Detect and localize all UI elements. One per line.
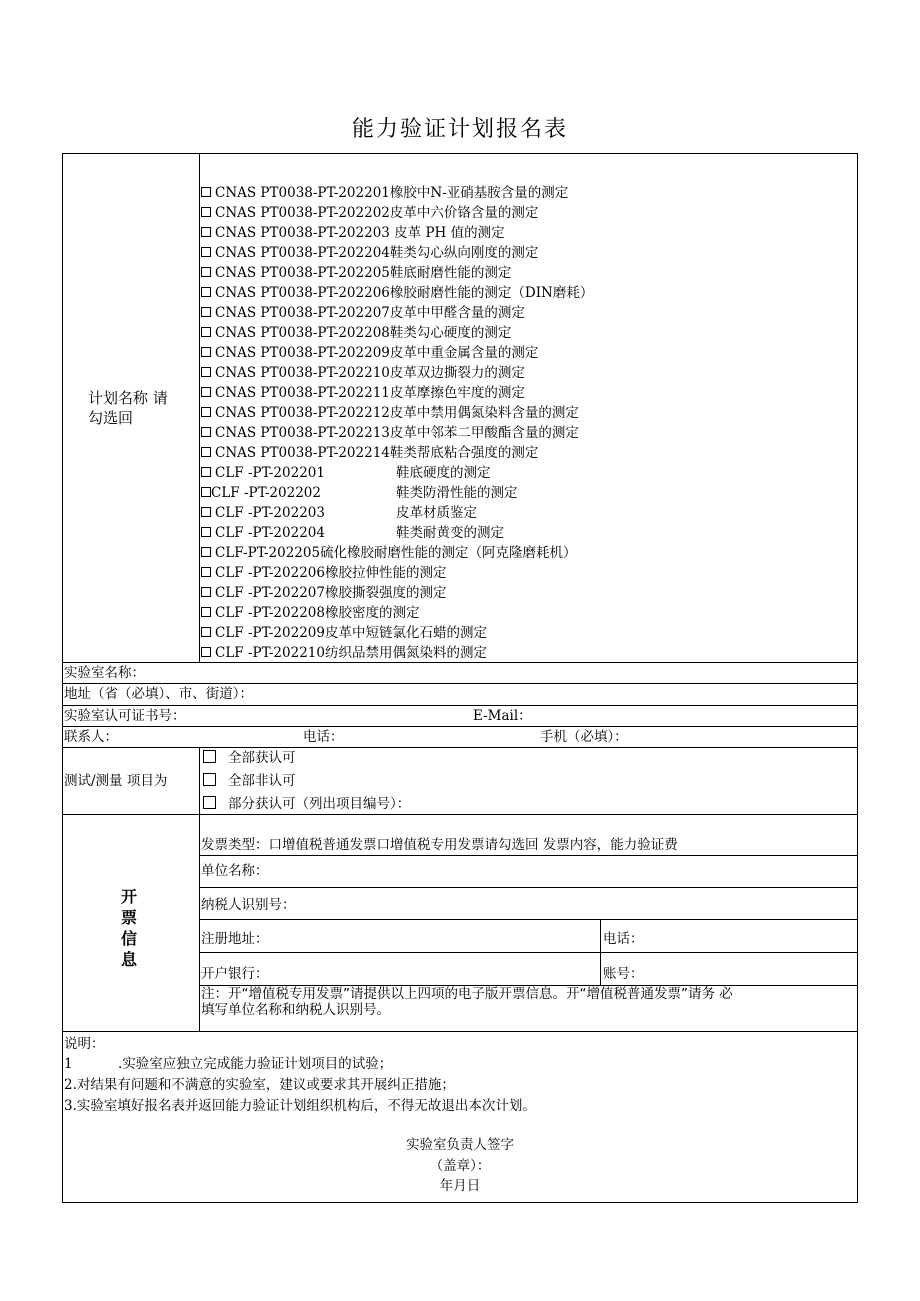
row-divider — [62, 747, 858, 748]
signature-line1: 实验室负责人签字 — [406, 1137, 514, 1153]
row-divider — [62, 705, 858, 706]
notes-line3: 3.实验室填好报名表并返回能力验证计划组织机构后，不得无故退出本次计划。 — [64, 1098, 536, 1114]
plan-item[interactable]: CNAS PT0038-PT-202202皮革中六价铬含量的测定 — [201, 203, 851, 223]
row-divider — [62, 726, 858, 727]
checkbox[interactable] — [201, 627, 211, 637]
checkbox[interactable] — [203, 796, 216, 809]
checkbox[interactable] — [201, 527, 211, 537]
invoice-note-line1: 注：开“增值税专用发票”请提供以上四项的电子版开票信息。开“增值税普通发票”请务 必 — [201, 986, 733, 1002]
test-divider — [199, 747, 200, 814]
checkbox[interactable] — [201, 247, 211, 257]
checkbox[interactable] — [201, 287, 211, 297]
checkbox[interactable] — [201, 407, 211, 417]
invoice-note-line2: 填写单位名称和纳税人识别号。 — [201, 1002, 390, 1018]
plan-item[interactable]: CLF -PT-202207橡胶撕裂强度的测定 — [201, 583, 851, 603]
address-label: 地址（省（必填）、市、街道）： — [64, 686, 253, 702]
plan-item[interactable]: CNAS PT0038-PT-202211皮革摩擦色牢度的测定 — [201, 383, 851, 403]
notes-heading: 说明： — [64, 1036, 105, 1052]
plan-item[interactable]: CNAS PT0038-PT-202206橡胶耐磨性能的测定（DIN磨耗） — [201, 283, 851, 303]
plan-item[interactable]: CLF -PT-202209皮革中短链氯化石蜡的测定 — [201, 623, 851, 643]
plan-label-line1: 计划名称 请 — [88, 389, 168, 407]
notes-line1-num: 1 — [64, 1056, 73, 1072]
plan-label-line2: 勾选回 — [88, 409, 134, 427]
checkbox[interactable] — [201, 487, 211, 497]
plan-item[interactable]: CNAS PT0038-PT-202207皮革中甲醛含量的测定 — [201, 303, 851, 323]
row-divider — [199, 887, 858, 888]
option-all-non-accredited[interactable]: 全部非认可 — [203, 773, 296, 789]
plan-list — [201, 183, 851, 663]
notes-line2: 2.对结果有问题和不满意的实验室，建议或要求其开展纠正措施； — [64, 1077, 455, 1093]
checkbox[interactable] — [201, 307, 211, 317]
checkbox[interactable] — [201, 387, 211, 397]
plan-item[interactable]: CLF -PT-202208橡胶密度的测定 — [201, 603, 851, 623]
checkbox[interactable] — [201, 447, 211, 457]
invoice-type[interactable]: 发票类型：口增值税普通发票口增值税专用发票请勾选回 发票内容，能力验证费 — [201, 837, 678, 853]
checkbox[interactable] — [201, 507, 211, 517]
email-label: E-Mail： — [473, 708, 532, 724]
signature-date: 年月日 — [439, 1178, 481, 1194]
plan-item[interactable]: CLF -PT-202202 鞋类防滑性能的测定 — [201, 483, 851, 503]
checkbox[interactable] — [201, 467, 211, 477]
notes-line1: .实验室应独立完成能力验证计划项目的试验； — [118, 1056, 393, 1072]
page-title: 能力验证计划报名表 — [351, 117, 568, 142]
signature-line2: （盖章）： — [429, 1158, 491, 1174]
bank-label: 开户银行： — [201, 966, 269, 982]
account-label: 账号： — [603, 966, 644, 982]
checkbox[interactable] — [203, 773, 216, 786]
checkbox[interactable] — [201, 607, 211, 617]
row-divider — [62, 814, 858, 815]
checkbox[interactable] — [201, 567, 211, 577]
plan-item[interactable]: CNAS PT0038-PT-202209皮革中重金属含量的测定 — [201, 343, 851, 363]
checkbox[interactable] — [203, 750, 216, 763]
plan-item[interactable]: CNAS PT0038-PT-202214鞋类帮底粘合强度的测定 — [201, 443, 851, 463]
invoice-divider — [199, 814, 200, 1031]
lab-name-label: 实验室名称： — [64, 665, 145, 681]
plan-item[interactable]: CLF -PT-202201 鞋底硬度的测定 — [201, 463, 851, 483]
plan-item[interactable]: CNAS PT0038-PT-202208鞋类勾心硬度的测定 — [201, 323, 851, 343]
cert-label: 实验室认可证书号： — [64, 708, 186, 724]
checkbox[interactable] — [201, 347, 211, 357]
plan-item[interactable]: CNAS PT0038-PT-202212皮革中禁用偶氮染料含量的测定 — [201, 403, 851, 423]
plan-item[interactable]: CLF -PT-202206橡胶拉伸性能的测定 — [201, 563, 851, 583]
checkbox[interactable] — [201, 267, 211, 277]
plan-item[interactable]: CNAS PT0038-PT-202213皮革中邻苯二甲酸酯含量的测定 — [201, 423, 851, 443]
checkbox[interactable] — [201, 327, 211, 337]
plan-item[interactable]: CLF-PT-202205硫化橡胶耐磨性能的测定（阿克隆磨耗机） — [201, 543, 851, 563]
checkbox[interactable] — [201, 187, 211, 197]
option-all-accredited[interactable]: 全部获认可 — [203, 750, 296, 766]
plan-item[interactable]: CNAS PT0038-PT-202201橡胶中N-亚硝基胺含量的测定 — [201, 183, 851, 203]
row-divider — [199, 952, 858, 953]
option-partial-accredited[interactable]: 部分获认可（列出项目编号）： — [203, 796, 410, 812]
checkbox[interactable] — [201, 207, 211, 217]
plan-item[interactable]: CNAS PT0038-PT-202204鞋类勾心纵向刚度的测定 — [201, 243, 851, 263]
plan-item[interactable]: CNAS PT0038-PT-202205鞋底耐磨性能的测定 — [201, 263, 851, 283]
checkbox[interactable] — [201, 427, 211, 437]
row-divider — [199, 855, 858, 856]
checkbox[interactable] — [201, 227, 211, 237]
plan-item[interactable]: CLF -PT-202204 鞋类耐黄变的测定 — [201, 523, 851, 543]
contact-label: 联系人： — [64, 729, 118, 745]
checkbox[interactable] — [201, 647, 211, 657]
plan-divider — [199, 153, 200, 662]
unit-name-label: 单位名称： — [201, 863, 269, 879]
invoice-phone-label: 电话： — [603, 931, 644, 947]
row-divider — [62, 1031, 858, 1032]
plan-item[interactable]: CNAS PT0038-PT-202210皮革双边撕裂力的测定 — [201, 363, 851, 383]
mobile-label: 手机（必填）： — [540, 729, 628, 745]
tax-id-label: 纳税人识别号： — [201, 897, 296, 913]
checkbox[interactable] — [201, 367, 211, 377]
checkbox[interactable] — [201, 547, 211, 557]
invoice-note — [201, 986, 846, 1018]
reg-address-label: 注册地址： — [201, 931, 269, 947]
plan-item[interactable]: CLF -PT-202203 皮革材质鉴定 — [201, 503, 851, 523]
test-label: 测试/测量 项目为 — [64, 773, 168, 789]
invoice-col-divider — [600, 919, 601, 985]
plan-item[interactable]: CNAS PT0038-PT-202203 皮革 PH 值的测定 — [201, 223, 851, 243]
row-divider — [199, 919, 858, 920]
invoice-label: 开票信息 — [120, 887, 137, 969]
phone-label: 电话： — [303, 729, 344, 745]
checkbox[interactable] — [201, 587, 211, 597]
row-divider — [62, 683, 858, 684]
plan-label — [88, 388, 168, 428]
plan-item[interactable]: CLF -PT-202210纺织品禁用偶氮染料的测定 — [201, 643, 851, 663]
